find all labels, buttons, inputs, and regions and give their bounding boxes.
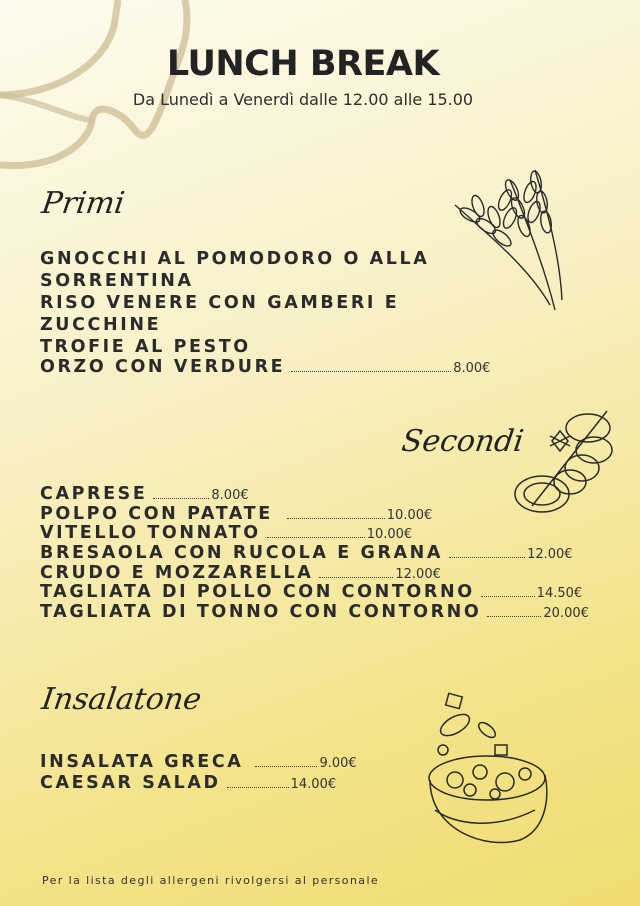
vegetable-skewer-icon xyxy=(512,406,622,516)
item-name: CAPRESE xyxy=(40,484,148,504)
menu-item xyxy=(40,772,336,796)
item-name: BRESAOLA CON RUCOLA E GRANA xyxy=(40,543,444,563)
item-price: 12.00€ xyxy=(527,547,573,562)
item-price: 10.00€ xyxy=(386,508,433,523)
item-name: POLPO CON PATATE xyxy=(40,504,273,524)
section-title-insalatone: Insalatone xyxy=(39,682,204,717)
section-title-primi: Primi xyxy=(39,186,127,221)
primi-line: ZUCCHINE xyxy=(40,315,162,335)
item-price: 8.00€ xyxy=(211,488,249,503)
primi-line: SORRENTINA xyxy=(40,271,194,291)
item-price: 12.00€ xyxy=(395,567,441,582)
opening-hours: Da Lunedì a Venerdì dalle 12.00 alle 15.00 xyxy=(132,90,474,109)
primi-line: TROFIE AL PESTO xyxy=(40,337,251,357)
item-name: TAGLIATA DI POLLO CON CONTORNO xyxy=(40,582,475,602)
item-price: 20.00€ xyxy=(543,606,589,621)
salad-bowl-icon xyxy=(425,690,555,855)
item-price: 9.00€ xyxy=(319,756,357,771)
item-name: INSALATA GRECA xyxy=(40,752,244,772)
menu-item xyxy=(40,601,589,625)
item-price: 14.50€ xyxy=(536,586,583,601)
section-title-secondi: Secondi xyxy=(399,424,526,459)
page-title: LUNCH BREAK xyxy=(166,44,440,84)
item-name: VITELLO TONNATO xyxy=(40,523,261,543)
item-name: CAESAR SALAD xyxy=(40,773,221,793)
primi-line: GNOCCHI AL POMODORO O ALLA xyxy=(40,249,430,269)
item-price: 10.00€ xyxy=(366,527,413,542)
primi-line: RISO VENERE CON GAMBERI E xyxy=(40,293,400,313)
allergen-note: Per la lista degli allergeni rivolgersi al personale xyxy=(42,874,380,887)
item-name: TAGLIATA DI TONNO CON CONTORNO xyxy=(40,602,482,622)
item-price: 14.00€ xyxy=(290,777,337,792)
wheat-icon xyxy=(450,160,580,320)
primi-price: 8.00€ xyxy=(453,361,491,376)
primi-item-name: ORZO CON VERDURE xyxy=(40,357,286,377)
primi-line-priced xyxy=(40,356,490,380)
item-name: CRUDO E MOZZARELLA xyxy=(40,563,314,583)
